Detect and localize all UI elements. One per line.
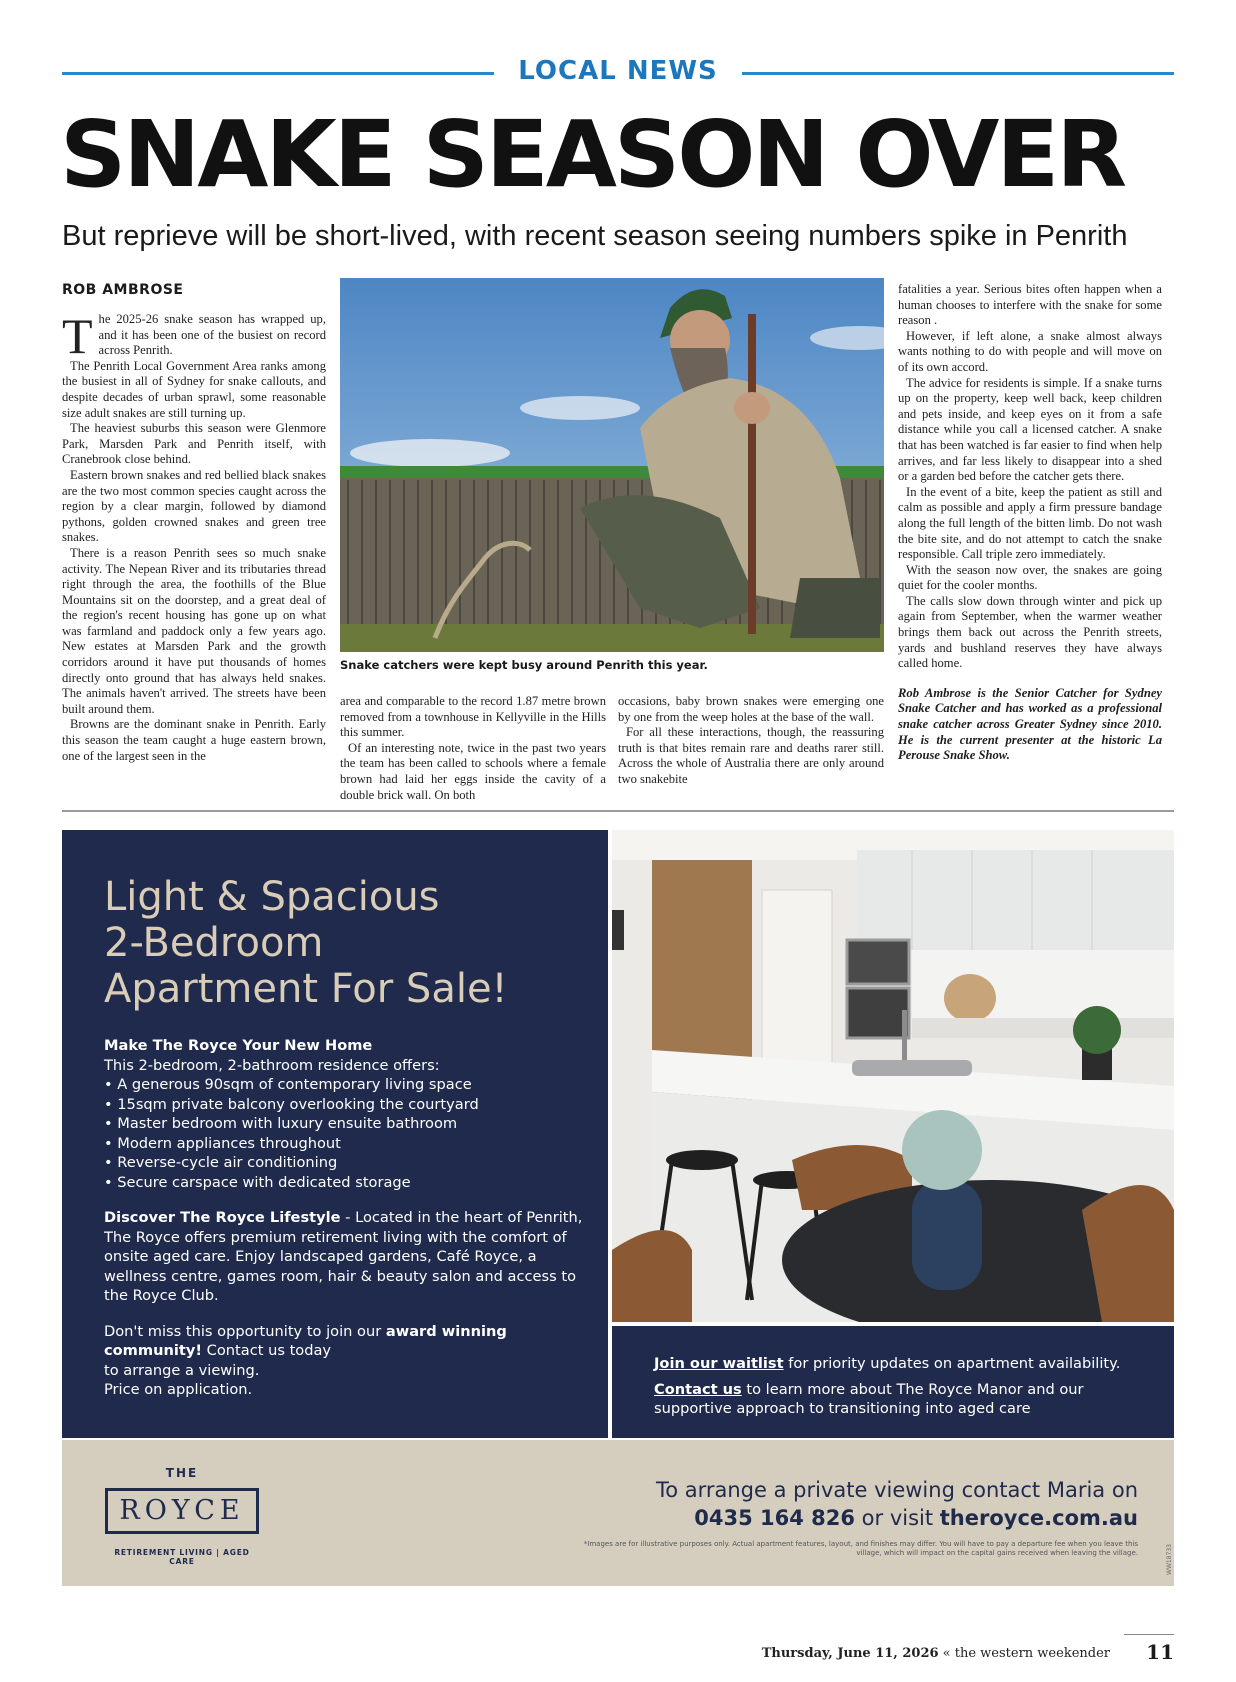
website-link[interactable]: theroyce.com.au [939,1506,1138,1530]
photo-caption: Snake catchers were kept busy around Penrith this year. [340,658,708,672]
contact-line-1: To arrange a private viewing contact Maria on [655,1478,1138,1502]
cta-line: Price on application. [104,1381,253,1398]
article-column-3 [618,694,884,804]
section-divider [62,810,1174,812]
lifestyle-text: - Located in the heart of Penrith, The Royce offers premium retirement living with the comfort of onsite aged care. Enjoy landscaped gardens, Café Royce, a wellness centre, games room, hair & beauty salon and access to the Royce Club. [104,1209,583,1304]
snake-catcher-photo [340,278,884,652]
advert-intro: This 2-bedroom, 2-bathroom residence offers: [104,1056,440,1074]
section-header [62,56,1174,92]
logo-the: THE [165,1466,199,1480]
headline: SNAKE SEASON OVER [60,101,1125,208]
cta-paragraph [104,1322,590,1400]
cta-line: to arrange a viewing. [104,1361,260,1379]
article-paragraph: Browns are the dominant snake in Penrith. Early this season the team caught a huge eastern brown, one of the largest seen in the [62,717,326,763]
feature-item: • A generous 90sqm of contemporary living space [104,1075,590,1095]
lifestyle-paragraph [104,1208,590,1306]
contact-line [654,1380,1154,1419]
article-paragraph: occasions, baby brown snakes were emerging one by one from the weep holes at the base of the wall. [618,694,884,724]
article-column-1 [62,312,326,804]
drop-cap: T [62,312,93,364]
kitchen-photo [612,830,1174,1322]
article-paragraph: There is a reason Penrith sees so much snake activity. The Nepean River and its tributaries thread right through the area, the foothills of the Blue Mountains sit on the doorstep, and a great deal of the region's recent housing has gone up on what was farmland and paddock only a few years ago. New estates at Marsden Park and the growth corridors around it have put thousands of homes directly onto ground that has always held snakes. The animals haven't arrived. The streets have been built around them. [62,545,326,716]
waitlist-link[interactable]: Join our waitlist [654,1355,784,1372]
viewing-contact [578,1476,1138,1532]
feature-item: • Secure carspace with dedicated storage [104,1173,590,1193]
royce-logo [104,1466,260,1566]
article-paragraph: However, if left alone, a snake almost always wants nothing to do with people and will move on of its own accord. [898,328,1162,374]
article-paragraph: Of an interesting note, twice in the past two years the team has been called to schools where a female brown had laid her eggs inside the cavity of a double brick wall. On both [340,740,606,802]
deck: But reprieve will be short-lived, with recent season seeing numbers spike in Penrith [62,220,1128,252]
feature-list [104,1075,590,1192]
page-folio [710,1646,1110,1661]
publication-name: « the western weekender [938,1646,1110,1661]
footer-rule [1124,1634,1174,1635]
logo-wordmark: ROYCE [105,1488,259,1534]
feature-item: • Master bedroom with luxury ensuite bathroom [104,1114,590,1134]
article-paragraph: With the season now over, the snakes are going quiet for the cooler months. [898,562,1162,593]
advert-body [104,1036,590,1400]
article-paragraph: The advice for residents is simple. If a snake turns up on the property, keep well back, keep children and pets inside, and keep eyes on it from a safe distance while you call a licensed catcher. A snake that has been watched is far easier to find when help arrives, and far less likely to disappear into a shed or a garden bed before the catcher gets there. [898,375,1162,484]
advert-title-line: 2-Bedroom [104,920,324,966]
contact-text: to learn more about The Royce Manor and our supportive approach to transitioning into aged care [654,1380,1084,1417]
section-rule-right [742,72,1174,75]
byline: ROB AMBROSE [62,282,184,298]
ad-code: WW18733 [1166,1544,1173,1575]
section-label: LOCAL NEWS [518,56,718,86]
author-bio: Rob Ambrose is the Senior Catcher for Sydney Snake Catcher and has worked as a professional snake catcher across Greater Sydney since 2010. He is the current presenter at the historic La Perouse Snake Show. [898,685,1162,763]
article-paragraph [62,312,326,364]
waitlist-line [654,1354,1154,1374]
article-paragraph: The calls slow down through winter and pick up again from September, when the warmer weather brings them back out across the Penrith streets, yards and bushland reserves they have always called home. [898,593,1162,671]
cta-text: Don't miss this opportunity to join our [104,1322,386,1340]
feature-item: • Reverse-cycle air conditioning [104,1153,590,1173]
article-paragraph: fatalities a year. Serious bites often happen when a human chooses to interfere with the snake for some reason . [898,282,1162,328]
contact-line-2 [578,1504,1138,1532]
or-visit: or visit [854,1506,940,1530]
page-number: 11 [1146,1640,1174,1664]
feature-item: • 15sqm private balcony overlooking the courtyard [104,1095,590,1115]
waitlist-text: for priority updates on apartment availability. [783,1355,1121,1372]
section-rule-left [62,72,494,75]
advert-title-line: Light & Spacious [104,874,440,920]
article-paragraph: The heaviest suburbs this season were Glenmore Park, Marsden Park and Penrith itself, with Cranebrook close behind. [62,421,326,467]
advert-title-line: Apartment For Sale! [104,966,508,1012]
cta-text: Contact us today [202,1342,332,1359]
article-text: he 2025-26 snake season has wrapped up, and it has been one of the busiest on record across Penrith. [98,312,326,358]
article-column-2 [340,694,606,804]
advert-subheading: Make The Royce Your New Home [104,1037,373,1054]
article-paragraph: Eastern brown snakes and red bellied black snakes are the two most common species caught across the region by a clear margin, followed by diamond pythons, golden crowned snakes and green tree snakes. [62,467,326,545]
logo-tagline: RETIREMENT LIVING | AGED CARE [114,1548,250,1566]
article-paragraph: The Penrith Local Government Area ranks among the busiest in all of Sydney for snake callouts, and despite decades of urban sprawl, some reasonable size adult snakes are still turning up. [62,358,326,420]
advert-title [104,874,584,1012]
advert-footer [62,1440,1174,1586]
article-paragraph: area and comparable to the record 1.87 metre brown removed from a townhouse in Kellyville in the Hills this summer. [340,694,606,740]
phone-number[interactable]: 0435 164 826 [694,1506,855,1530]
article-paragraph: For all these interactions, though, the reassuring truth is that bites remain rare and deaths rarer still. Across the whole of Australia there are only around two snakebite [618,725,884,786]
advert-cta-panel [612,1326,1174,1438]
cta-bold: award winning community! [104,1322,507,1359]
issue-date: Thursday, June 11, 2026 [761,1646,939,1661]
article-paragraph: In the event of a bite, keep the patient as still and calm as possible and apply a firm pressure bandage along the full length of the bitten limb. Do not wash the bite site, and do not attempt to catch the snake responsible. Call triple zero immediately. [898,484,1162,562]
contact-link[interactable]: Contact us [654,1380,742,1398]
article-column-4 [898,282,1162,804]
disclaimer: *Images are for illustrative purposes only. Actual apartment features, layout, and finishes may differ. You will have to pay a departure fee when you leave this village, which will impact on the capital gains received when leaving the village. [583,1540,1138,1557]
feature-item: • Modern appliances throughout [104,1134,590,1154]
advert-panel [62,830,608,1438]
lifestyle-heading: Discover The Royce Lifestyle [104,1209,341,1226]
